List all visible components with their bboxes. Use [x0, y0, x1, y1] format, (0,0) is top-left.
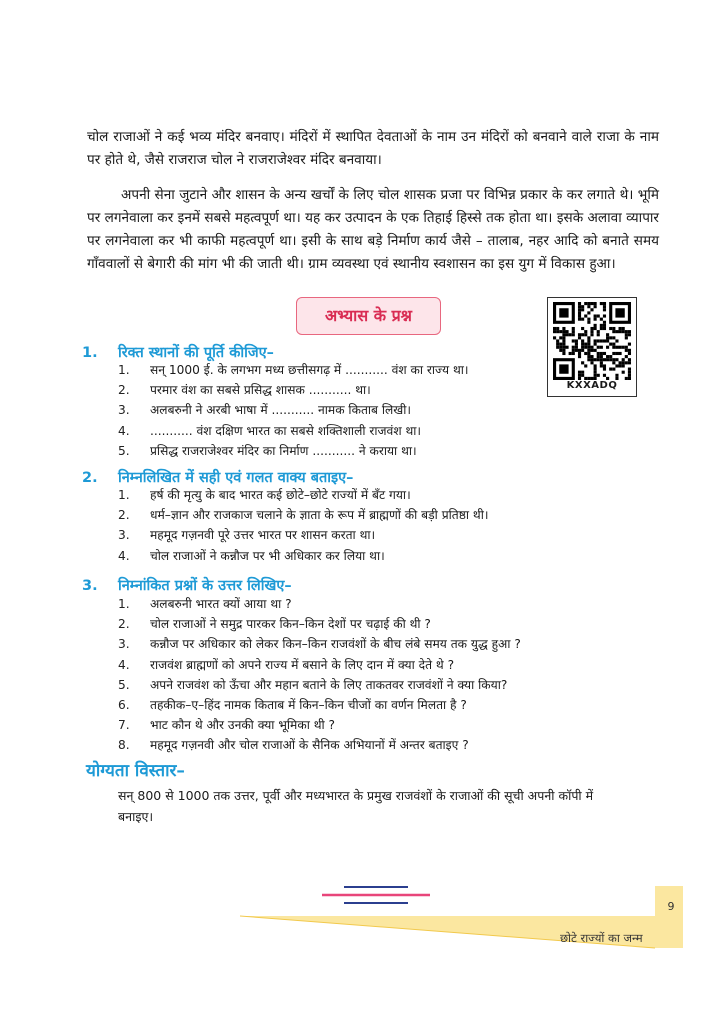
qr-label: KXXADQ — [566, 380, 618, 391]
list-item — [118, 594, 521, 614]
item-number: 6. — [118, 697, 130, 712]
item-number: 1. — [118, 488, 130, 502]
list-item — [118, 655, 521, 675]
section-number: 2. — [82, 470, 98, 486]
list-item — [118, 614, 521, 634]
item-text: अलबरुनी ने अरबी भाषा में ........... नामक किताब लिखी। — [150, 403, 412, 418]
extension-heading: योग्यता विस्तार– — [86, 761, 185, 781]
item-text: अपने राजवंश को ऊँचा और महान बताने के लिए ताकतवर राजवंशों ने क्या किया? — [150, 677, 508, 692]
item-text: धर्म–ज्ञान और राजकाज चलाने के ज्ञाता के रूप में ब्राह्मणों की बड़ी प्रतिष्ठा थी। — [150, 508, 489, 523]
item-text: तहकीक–ए–हिंद नामक किताब में किन–किन चीजों का वर्णन मिलता है ? — [150, 697, 467, 712]
qr-code-box — [547, 297, 637, 397]
paragraph-2: अपनी सेना जुटाने और शासन के अन्य खर्चों के लिए चोल शासक प्रजा पर विभिन्न प्रकार के कर लगाते थे। भूमि पर लगनेवाला कर इनमें सबसे महत्वपूर्ण था। यह कर उत्पादन के एक तिहाई हिस्से तक होता था। इसके अलावा व्यापार पर लगनेवाला कर भी काफी महत्वपूर्ण था। इसी के साथ बड़े निर्माण कार्य जैसे – तालाब, नहर आदि को बनाते समय गाँववालों से बेगारी की मांग भी की जाती थी। ग्राम व्यवस्था एवं स्थानीय स्वशासन का इस युग में विकास हुआ। — [87, 187, 659, 272]
item-number: 4. — [118, 423, 130, 438]
list-item — [118, 695, 521, 715]
item-number: 7. — [118, 718, 130, 733]
list-item — [118, 715, 521, 735]
extension-text: सन् 800 से 1000 तक उत्तर, पूर्वी और मध्यभारत के प्रमुख राजवंशों के राजाओं की सूची अपनी कॉपी में बनाइए। — [118, 788, 594, 824]
item-number: 4. — [118, 548, 130, 563]
item-text: चोल राजाओं ने कन्नौज पर भी अधिकार कर लिया था। — [150, 548, 385, 563]
list-item — [118, 441, 469, 461]
item-text: सन् 1000 ई. के लगभग मध्य छत्तीसगढ़ में ........... वंश का राज्य था। — [150, 363, 469, 377]
qr-code-icon — [553, 302, 631, 380]
item-number: 1. — [118, 363, 130, 377]
section-title: रिक्त स्थानों की पूर्ति कीजिए– — [118, 345, 274, 361]
item-text: महमूद गज़नवी और चोल राजाओं के सैनिक अभियानों में अन्तर बताइए ? — [150, 738, 469, 753]
list-item — [118, 505, 489, 525]
item-text: हर्ष की मृत्यु के बाद भारत कई छोटे–छोटे राज्यों में बँट गया। — [150, 488, 411, 502]
list-item — [118, 485, 489, 505]
item-number: 1. — [118, 597, 130, 611]
section-1-list — [118, 360, 469, 461]
section-3-list — [118, 594, 521, 756]
item-number: 2. — [118, 383, 130, 398]
list-item — [118, 546, 489, 566]
list-item — [118, 360, 469, 380]
chapter-title: छोटे राज्यों का जन्म — [560, 931, 643, 945]
item-text: प्रसिद्ध राजराजेश्वर मंदिर का निर्माण ........... ने कराया था। — [150, 443, 417, 458]
item-text: अलबरुनी भारत क्यों आया था ? — [150, 597, 292, 611]
list-item — [118, 735, 521, 755]
section-2-heading — [82, 467, 353, 487]
item-text: ........... वंश दक्षिण भारत का सबसे शक्तिशाली राजवंश था। — [150, 423, 422, 438]
paragraph-1: चोल राजाओं ने कई भव्य मंदिर बनवाए। मंदिरों में स्थापित देवताओं के नाम उन मंदिरों को बनवाने वाले राजा के नाम पर होते थे, जैसे राजराज चोल ने राजराजेश्वर मंदिर बनवाया। — [87, 129, 659, 168]
item-number: 2. — [118, 508, 130, 523]
list-item — [118, 634, 521, 654]
list-item — [118, 421, 469, 441]
item-number: 4. — [118, 657, 130, 672]
section-number: 3. — [82, 578, 98, 594]
item-text: परमार वंश का सबसे प्रसिद्ध शासक ........... था। — [150, 383, 371, 398]
item-number: 3. — [118, 528, 130, 543]
section-title: निम्नलिखित में सही एवं गलत वाक्य बताइए– — [118, 470, 354, 486]
section-number: 1. — [82, 345, 98, 361]
page-number: 9 — [667, 900, 675, 913]
section-3-heading — [82, 575, 292, 595]
section-1-heading — [82, 342, 274, 362]
item-number: 3. — [118, 403, 130, 418]
item-text: भाट कौन थे और उनकी क्या भूमिका थी ? — [150, 718, 336, 733]
item-number: 5. — [118, 443, 130, 458]
list-item — [118, 525, 489, 545]
item-text: महमूद गज़नवी पूरे उत्तर भारत पर शासन करता था। — [150, 528, 376, 543]
item-text: चोल राजाओं ने समुद्र पारकर किन–किन देशों पर चढ़ाई की थी ? — [150, 617, 431, 632]
section-title: निम्नांकित प्रश्नों के उत्तर लिखिए– — [118, 578, 292, 594]
list-item — [118, 380, 469, 400]
item-number: 3. — [118, 637, 130, 652]
section-2-list — [118, 485, 489, 566]
exercise-title: अभ्यास के प्रश्न — [296, 297, 441, 335]
item-text: राजवंश ब्राह्मणों को अपने राज्य में बसाने के लिए दान में क्या देते थे ? — [150, 657, 455, 672]
item-text: कन्नौज पर अधिकार को लेकर किन–किन राजवंशों के बीच लंबे समय तक युद्ध हुआ ? — [150, 637, 521, 652]
list-item — [118, 400, 469, 420]
list-item — [118, 675, 521, 695]
item-number: 8. — [118, 738, 130, 753]
decorative-divider — [322, 884, 432, 906]
item-number: 2. — [118, 617, 130, 632]
item-number: 5. — [118, 677, 130, 692]
